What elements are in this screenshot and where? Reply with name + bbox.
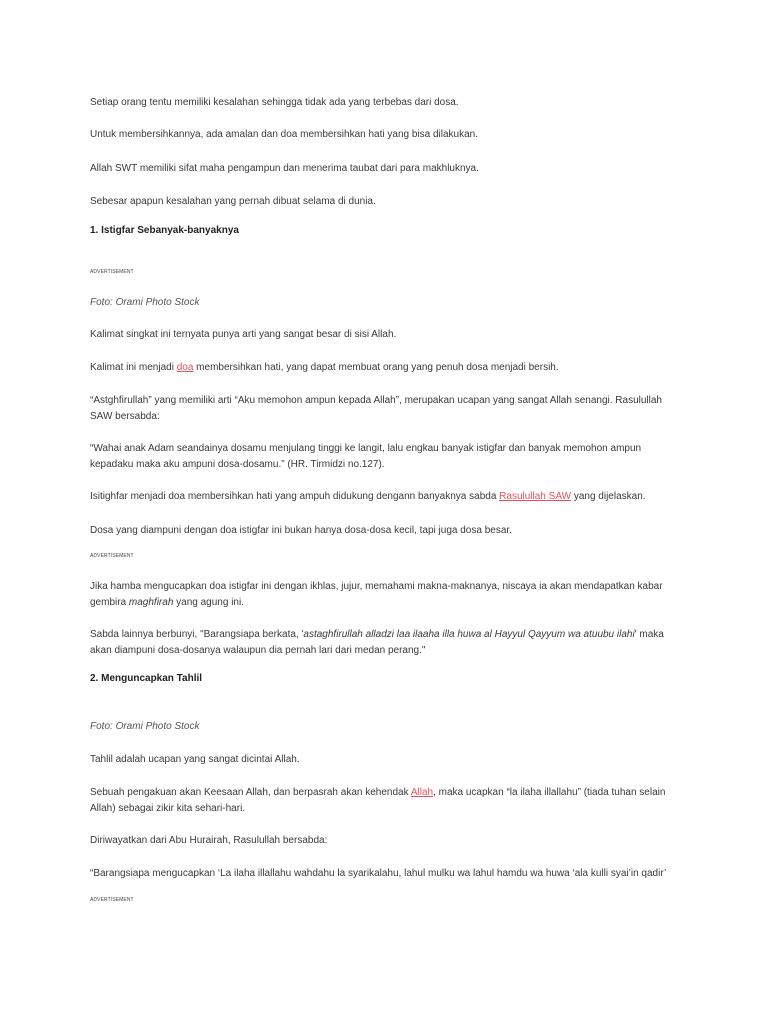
paragraph	[90, 627, 680, 659]
advertisement-label: ADVERTISEMENT	[90, 897, 134, 903]
paragraph	[90, 360, 680, 376]
paragraph: Allah SWT memiliki sifat maha pengampun dan menerima taubat dari para makhluknya.	[90, 163, 479, 174]
paragraph-text: Sabda lainnya berbunyi, "Barangsiapa berkata, '	[90, 629, 304, 640]
paragraph: Diriwayatkan dari Abu Hurairah, Rasulullah bersabda:	[90, 835, 328, 846]
section-heading: 2. Menguncapkan Tahlil	[90, 673, 203, 684]
paragraph	[90, 489, 680, 505]
paragraph: Dosa yang diampuni dengan doa istigfar ini bukan hanya dosa-dosa kecil, tapi juga dosa besar.	[90, 525, 512, 536]
paragraph: Tahlil adalah ucapan yang sangat dicintai Allah.	[90, 754, 300, 765]
quote-paragraph: “Wahai anak Adam seandainya dosamu menjulang tinggi ke langit, lalu engkau banyak istigfar dan banyak memohon ampun kepadaku maka aku ampuni dosa-dosamu.” (HR. Tirmidzi no.127).	[90, 443, 642, 470]
paragraph-text: Kalimat ini menjadi	[90, 362, 177, 373]
paragraph-text: membersihkan hati, yang dapat membuat orang yang penuh dosa menjadi bersih.	[193, 362, 559, 373]
doa-link[interactable]: doa	[176, 362, 194, 373]
allah-link[interactable]: Allah	[410, 787, 434, 798]
photo-caption: Foto: Orami Photo Stock	[90, 297, 200, 308]
paragraph-text: , maka ucapkan “la ilaha illallahu” (tiada tuhan selain Allah) sebagai zikir kita sehari-hari.	[90, 787, 666, 814]
paragraph: Sebesar apapun kesalahan yang pernah dibuat selama di dunia.	[90, 196, 376, 207]
paragraph	[90, 579, 680, 611]
paragraph: “Astghfirullah” yang memiliki arti “Aku memohon ampun kepada Allah”, merupakan ucapan yang sangat Allah senangi. Rasulullah SAW bersabda:	[90, 395, 662, 422]
paragraph: Setiap orang tentu memiliki kesalahan sehingga tidak ada yang terbebas dari dosa.	[90, 97, 459, 108]
advertisement-label: ADVERTISEMENT	[90, 553, 134, 559]
paragraph-text: yang agung ini.	[173, 597, 244, 608]
paragraph	[90, 785, 680, 817]
emphasis-text: maghfirah	[128, 597, 174, 608]
paragraph-text: Sebuah pengakuan akan Keesaan Allah, dan berpasrah akan kehendak	[90, 787, 411, 798]
advertisement-label: ADVERTISEMENT	[90, 269, 134, 275]
paragraph-text: Isitighfar menjadi doa membersihkan hati yang ampuh didukung dengann banyaknya sabda	[90, 491, 500, 502]
paragraph: Untuk membersihkannya, ada amalan dan doa membersihkan hati yang bisa dilakukan.	[90, 129, 479, 140]
paragraph-text: yang dijelaskan.	[571, 491, 646, 502]
paragraph: Kalimat singkat ini ternyata punya arti yang sangat besar di sisi Allah.	[90, 329, 397, 340]
paragraph-text: ' maka akan diampuni dosa-dosanya walaupun dia pernah lari dari medan perang."	[90, 629, 664, 656]
emphasis-text: astaghfirullah alladzi laa ilaaha illa huwa al Hayyul Qayyum wa atuubu ilahi	[303, 629, 635, 640]
photo-caption: Foto: Orami Photo Stock	[90, 721, 200, 732]
rasulullah-saw-link[interactable]: Rasulullah SAW	[499, 491, 572, 502]
paragraph-text: Jika hamba mengucapkan doa istigfar ini dengan ikhlas, jujur, memahami makna-maknanya, niscaya ia akan mendapatkan kabar gembira	[90, 581, 663, 608]
quote-paragraph: “Barangsiapa mengucapkan ‘La ilaha illallahu wahdahu la syarikalahu, lahul mulku wa lahul hamdu wa huwa ‘ala kulli syai’in qadir’	[90, 868, 667, 879]
section-heading: 1. Istigfar Sebanyak-banyaknya	[90, 225, 239, 236]
